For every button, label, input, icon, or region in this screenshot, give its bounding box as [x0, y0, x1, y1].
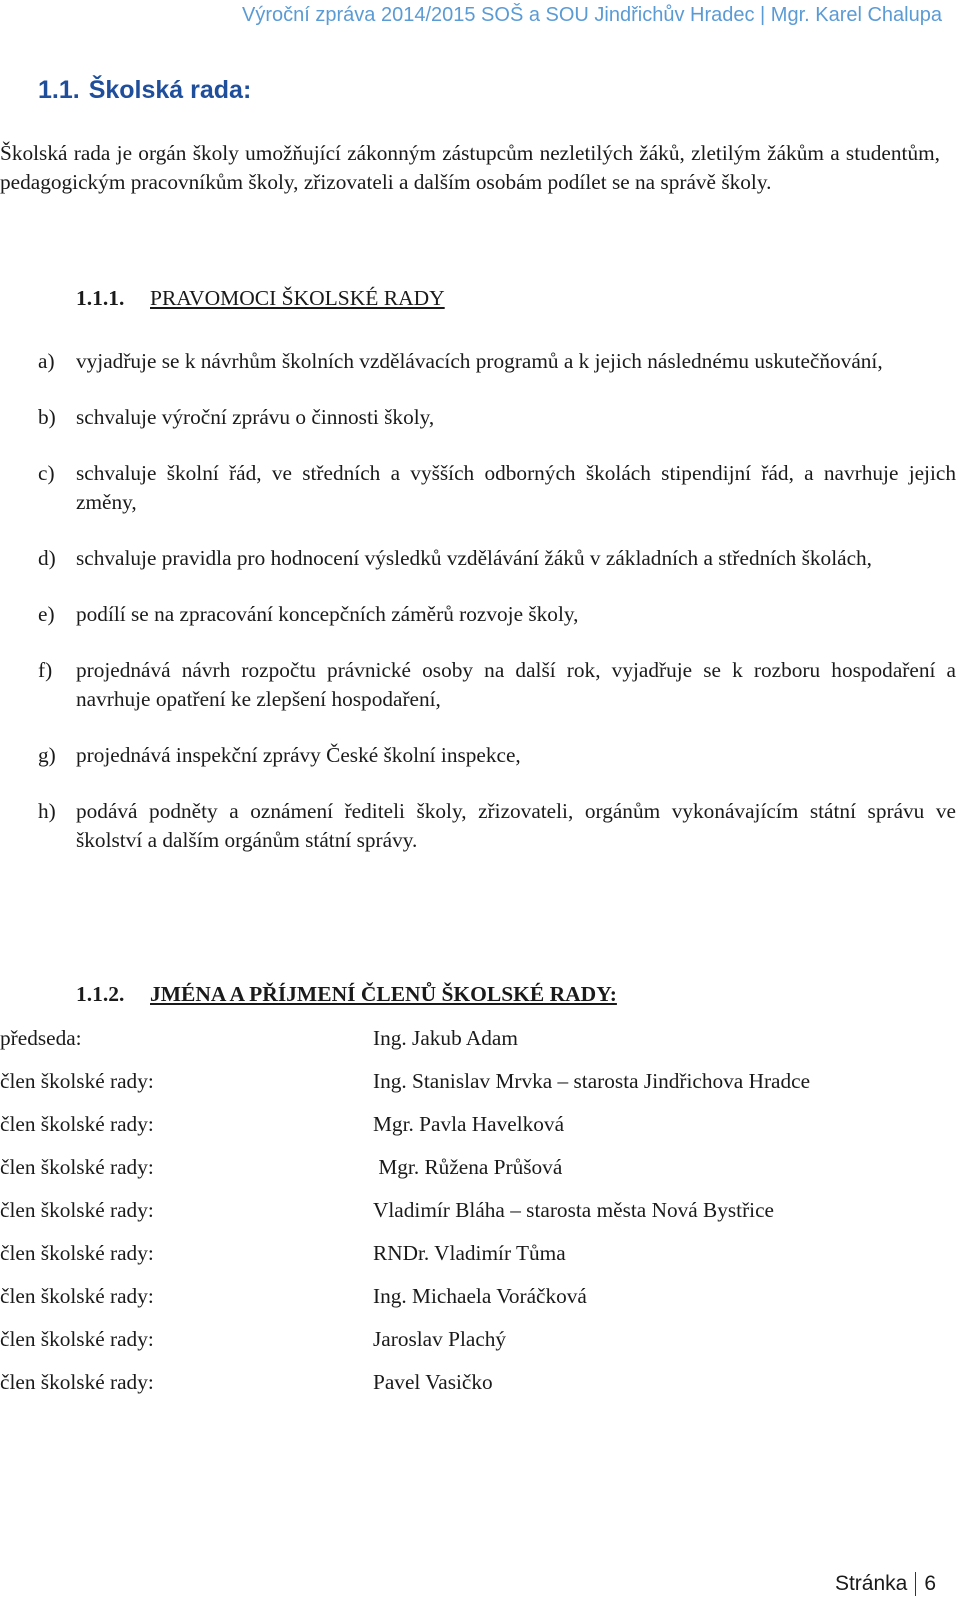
list-item [0, 797, 956, 855]
list-item-text: projednává návrh rozpočtu právnické osoby na další rok, vyjadřuje se k rozboru hospodaření a navrhuje opatření ke zlepšení hospodaření, [76, 658, 956, 711]
member-row [0, 1196, 960, 1239]
member-row [0, 1239, 960, 1282]
member-name: Jaroslav Plachý [373, 1327, 507, 1351]
list-item-letter: d) [38, 546, 56, 570]
member-name: Vladimír Bláha – starosta města Nová Bystřice [373, 1198, 774, 1222]
list-item-text: vyjadřuje se k návrhům školních vzdělávacích programů a k jejich následnému uskutečňování, [76, 349, 883, 373]
intro-paragraph: Školská rada je orgán školy umožňující zákonným zástupcům nezletilých žáků, zletilým žákům a studentům, pedagogickým pracovníkům školy, zřizovateli a dalším osobám podílet se na správě školy. [0, 141, 940, 194]
member-role: člen školské rady: [0, 1155, 154, 1179]
member-role: člen školské rady: [0, 1284, 154, 1308]
subsection-number: 1.1.1. [76, 286, 125, 310]
member-role: předseda: [0, 1026, 82, 1050]
page-label: Stránka [834, 1572, 908, 1595]
list-item-letter: e) [38, 602, 55, 626]
list-item [0, 544, 956, 573]
running-header: Výroční zpráva 2014/2015 SOŠ a SOU Jindřichův Hradec | Mgr. Karel Chalupa [242, 4, 942, 26]
page-footer [835, 1572, 936, 1596]
list-item-text: schvaluje výroční zprávu o činnosti školy, [76, 405, 435, 429]
member-name: Mgr. Pavla Havelková [373, 1112, 565, 1136]
list-item-letter: h) [38, 799, 56, 823]
member-name: Ing. Stanislav Mrvka – starosta Jindřichova Hradce [373, 1069, 811, 1093]
member-name: Ing. Michaela Voráčková [373, 1284, 587, 1308]
member-name: Ing. Jakub Adam [373, 1026, 518, 1050]
subsection-title: PRAVOMOCI ŠKOLSKÉ RADY [150, 286, 445, 310]
member-name: Mgr. Růžena Průšová [373, 1155, 563, 1179]
list-item [0, 741, 956, 770]
subsection-number: 1.1.2. [76, 982, 125, 1006]
list-item-text: schvaluje pravidla pro hodnocení výsledků vzdělávání žáků v základních a středních školách, [76, 546, 872, 570]
list-item-text: projednává inspekční zprávy České školní inspekce, [76, 743, 521, 767]
list-item-letter: c) [38, 461, 55, 485]
section-title: Školská rada: [88, 76, 252, 104]
list-item-letter: b) [38, 405, 56, 429]
member-row [0, 1153, 960, 1196]
footer-divider [915, 1572, 916, 1596]
page-number: 6 [924, 1572, 936, 1595]
member-name: RNDr. Vladimír Tůma [373, 1241, 566, 1265]
list-item-text: schvaluje školní řád, ve středních a vyšších odborných školách stipendijní řád, a navrhuje jejich změny, [76, 461, 956, 514]
subsection-heading-powers [76, 286, 445, 311]
member-row [0, 1325, 960, 1368]
member-role: člen školské rady: [0, 1327, 154, 1351]
subsection-title: JMÉNA A PŘÍJMENÍ ČLENŮ ŠKOLSKÉ RADY: [150, 982, 617, 1006]
list-item [0, 600, 956, 629]
list-item-letter: f) [38, 658, 53, 682]
subsection-heading-members [76, 982, 617, 1007]
list-item [0, 347, 956, 376]
member-row [0, 1024, 960, 1067]
member-row [0, 1368, 960, 1411]
list-item-letter: g) [38, 743, 56, 767]
member-row [0, 1282, 960, 1325]
list-item-letter: a) [38, 349, 55, 373]
member-role: člen školské rady: [0, 1370, 154, 1394]
powers-list [0, 347, 960, 882]
member-name: Pavel Vasičko [373, 1370, 493, 1394]
member-row [0, 1110, 960, 1153]
member-role: člen školské rady: [0, 1241, 154, 1265]
section-number: 1.1. [38, 76, 80, 104]
members-list [0, 1024, 960, 1411]
list-item [0, 403, 956, 432]
list-item [0, 459, 956, 517]
member-row [0, 1067, 960, 1110]
member-role: člen školské rady: [0, 1112, 154, 1136]
list-item-text: podílí se na zpracování koncepčních záměrů rozvoje školy, [76, 602, 579, 626]
list-item [0, 656, 956, 714]
member-role: člen školské rady: [0, 1198, 154, 1222]
section-heading [38, 76, 251, 105]
member-role: člen školské rady: [0, 1069, 154, 1093]
list-item-text: podává podněty a oznámení řediteli školy, zřizovateli, orgánům vykonávajícím státní správu ve školství a dalším orgánům státní správy. [76, 799, 956, 852]
